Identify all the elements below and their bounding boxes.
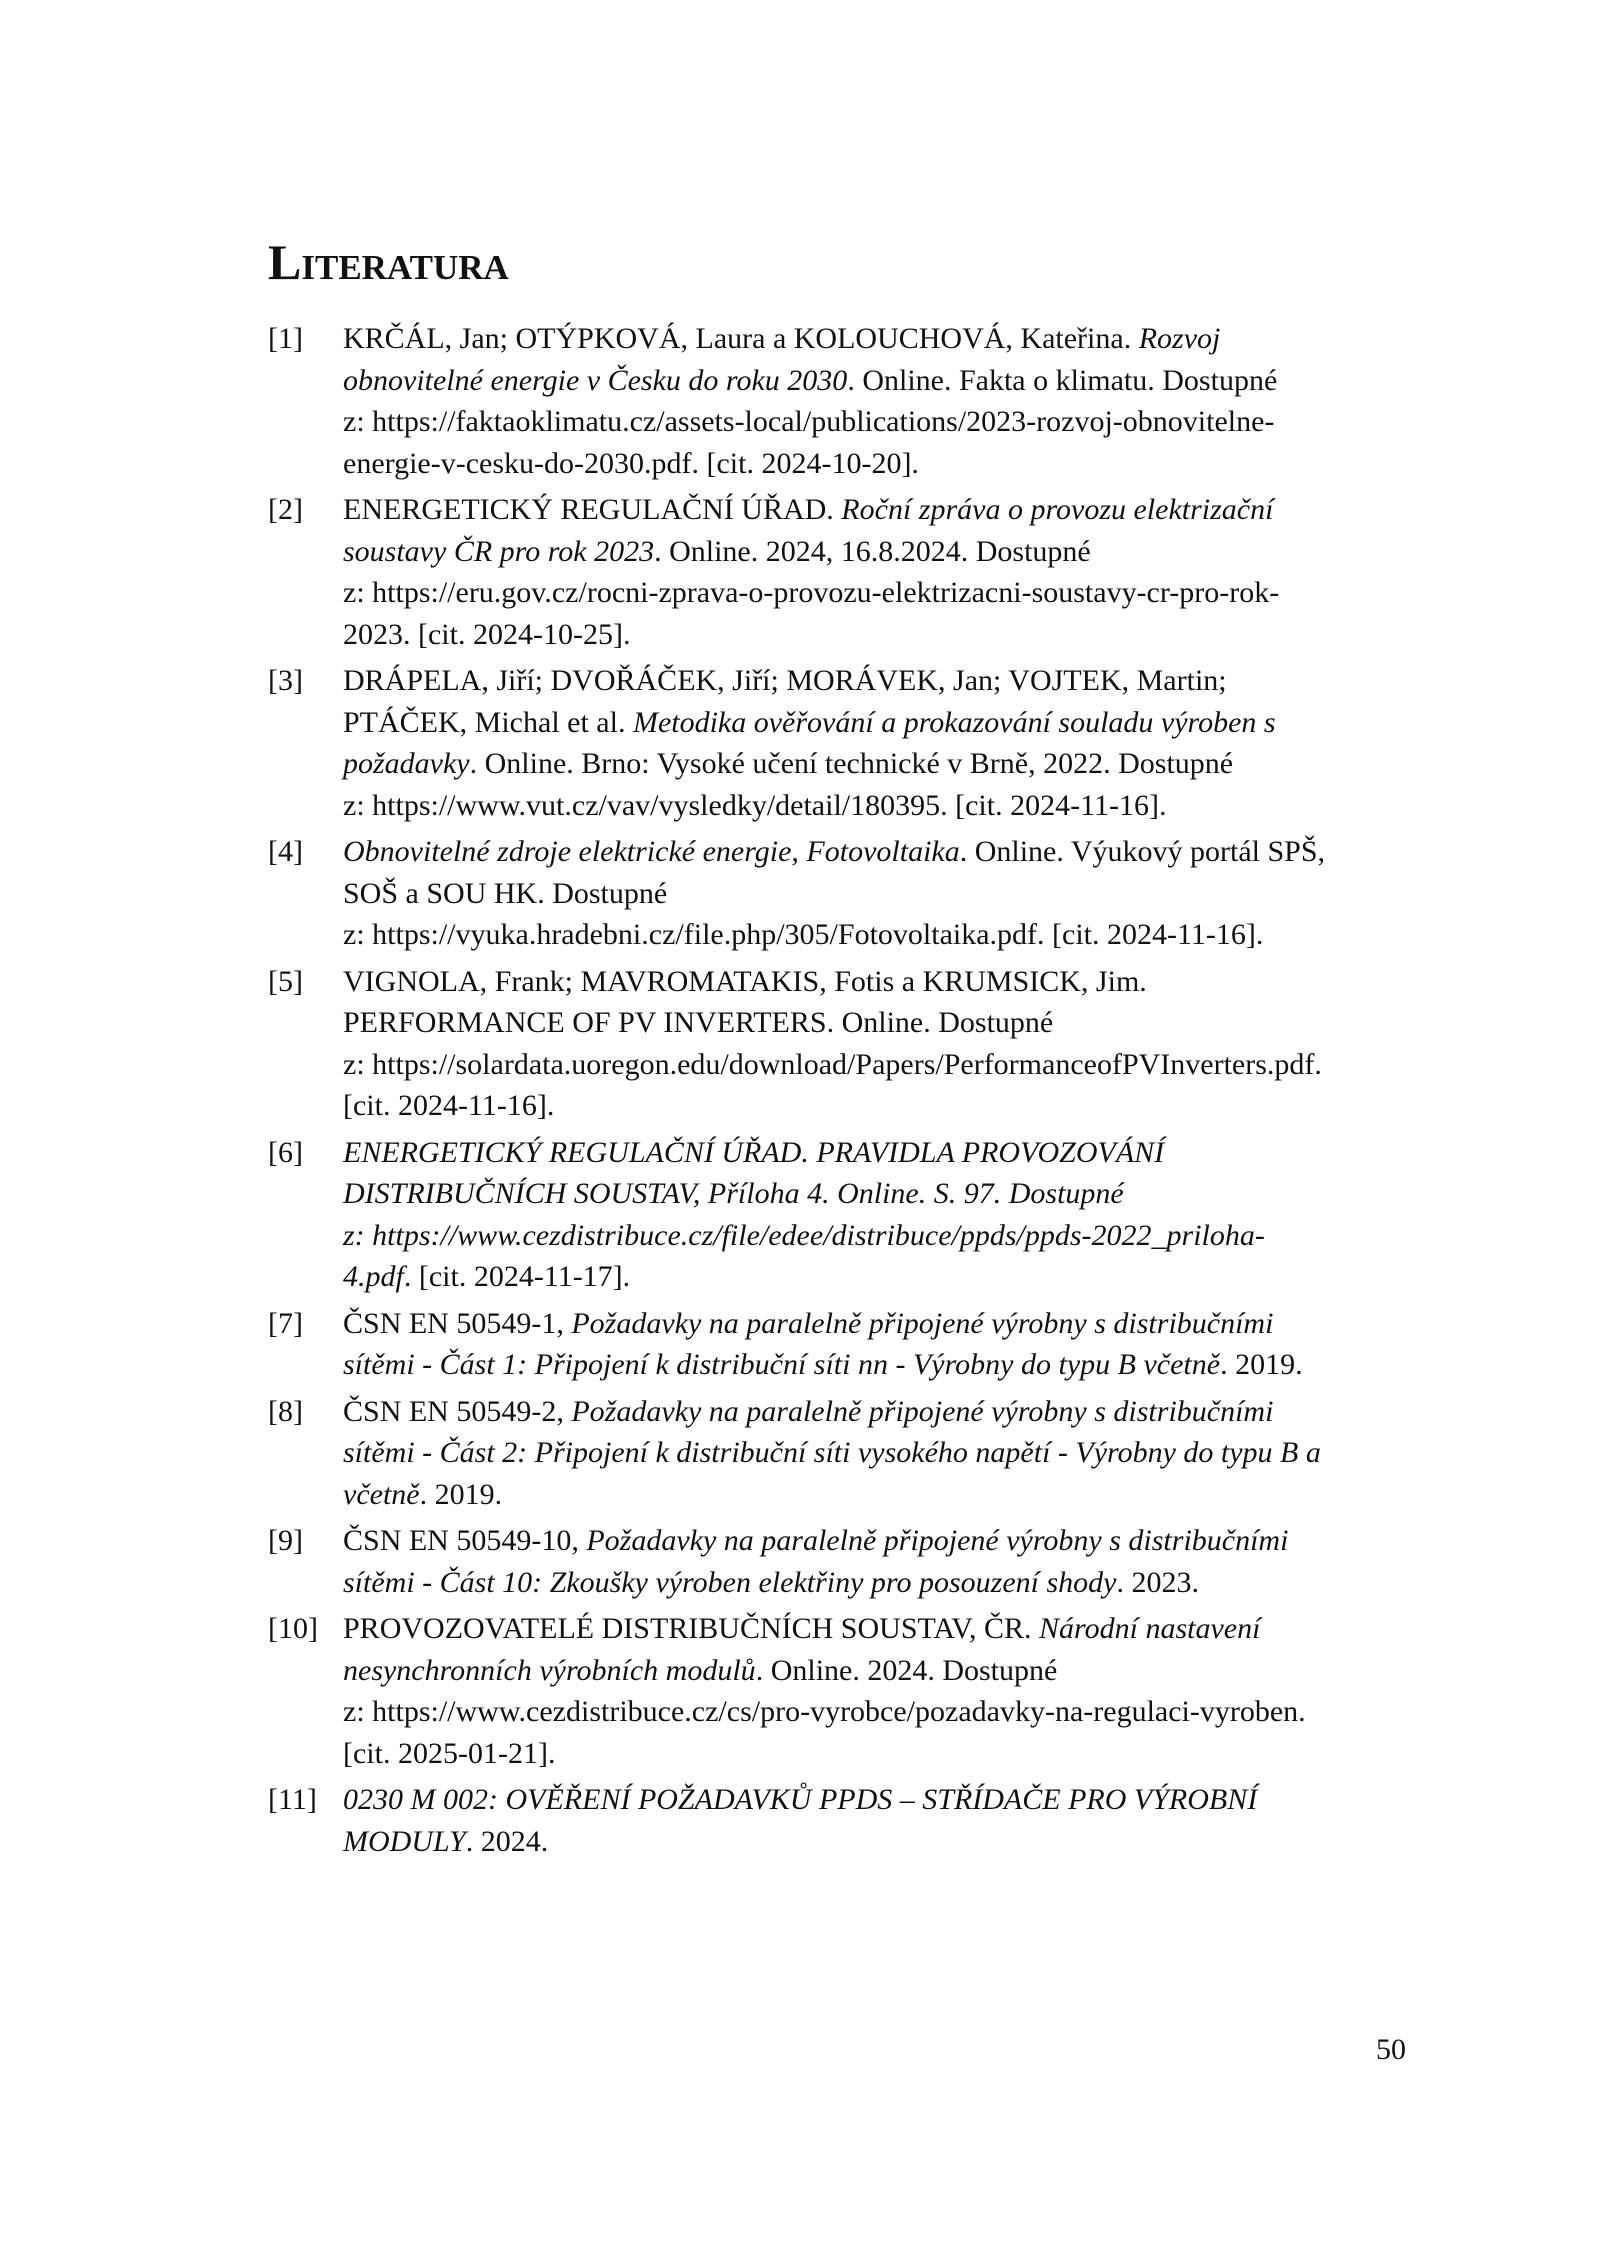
- reference-number: [10]: [268, 1612, 318, 1645]
- reference-entry: [268, 318, 1418, 484]
- reference-segment: ČSN EN 50549-2,: [343, 1394, 572, 1428]
- reference-title-italic: Rozvoj: [1138, 322, 1221, 355]
- reference-line: [343, 360, 1418, 402]
- reference-title-italic: 4.pdf: [343, 1260, 404, 1293]
- reference-line: [343, 1779, 1418, 1821]
- reference-segment: z: https://www.cezdistribuce.cz/cs/pro-vyrobce/pozadavky-na-regulaci-vyroben.: [343, 1695, 1306, 1728]
- reference-title-italic: ENERGETICKÝ REGULAČNÍ ÚŘAD. PRAVIDLA PROVOZOVÁNÍ: [343, 1135, 1165, 1169]
- reference-line: [343, 401, 1418, 443]
- reference-line: [343, 1650, 1418, 1692]
- reference-title-italic: Metodika ověřování a prokazování souladu výroben s: [632, 705, 1276, 739]
- page-title: Literatura: [268, 234, 509, 290]
- reference-title-italic: 0230 M 002: OVĚŘENÍ POŽADAVKŮ PPDS – STŘÍDAČE PRO VÝROBNÍ: [343, 1783, 1258, 1816]
- reference-segment: ČSN EN 50549-1,: [343, 1306, 572, 1340]
- reference-line: [343, 1520, 1418, 1562]
- reference-segment: PTÁČEK, Michal et al.: [343, 705, 633, 739]
- reference-line: [343, 489, 1418, 531]
- reference-line: [343, 961, 1418, 1003]
- reference-line: [343, 1303, 1418, 1345]
- reference-title-italic: Požadavky na paralelně připojené výrobny s distribučními: [571, 1394, 1274, 1428]
- reference-segment: DRÁPELA, Jiří; DVOŘÁČEK, Jiří; MORÁVEK, Jan; VOJTEK, Martin;: [343, 664, 1227, 697]
- reference-entry: [268, 1391, 1418, 1516]
- reference-line: [343, 743, 1418, 785]
- reference-number: [5]: [268, 964, 303, 998]
- reference-entry: [268, 660, 1418, 826]
- reference-text: [343, 831, 1418, 956]
- reference-text: [343, 318, 1418, 484]
- reference-text: [343, 1520, 1418, 1603]
- reference-line: [343, 443, 1418, 485]
- reference-number: [9]: [268, 1524, 303, 1557]
- reference-title-italic: Roční zpráva o provozu elektrizační: [841, 493, 1274, 526]
- reference-text: [343, 1608, 1418, 1774]
- reference-number: [8]: [268, 1394, 303, 1428]
- reference-title-italic: z: https://www.cezdistribuce.cz/file/edee/distribuce/ppds/ppds-2022_priloha-: [343, 1218, 1265, 1252]
- reference-entry: [268, 1608, 1418, 1774]
- reference-segment: ENERGETICKÝ REGULAČNÍ ÚŘAD.: [343, 493, 842, 526]
- reference-line: [343, 660, 1418, 702]
- reference-list: [268, 318, 1418, 1867]
- reference-title-italic: Obnovitelné zdroje elektrické energie, Fotovoltaika: [343, 835, 960, 868]
- reference-line: [343, 1002, 1418, 1044]
- reference-line: [343, 1608, 1418, 1650]
- reference-segment: [cit. 2025-01-21].: [343, 1736, 556, 1770]
- reference-title-italic: včetně: [343, 1477, 420, 1511]
- reference-segment: PERFORMANCE OF PV INVERTERS. Online. Dostupné: [343, 1006, 1054, 1039]
- reference-line: [343, 873, 1418, 915]
- reference-line: [343, 1044, 1418, 1086]
- reference-line: [343, 572, 1418, 614]
- reference-line: [343, 1256, 1418, 1298]
- reference-number: [6]: [268, 1135, 303, 1169]
- reference-title-italic: požadavky: [343, 747, 470, 780]
- reference-line: [343, 1085, 1418, 1127]
- reference-title-italic: MODULY: [343, 1824, 466, 1858]
- reference-text: [343, 1391, 1418, 1516]
- reference-line: [343, 531, 1418, 573]
- reference-line: [343, 614, 1418, 656]
- reference-line: [343, 1562, 1418, 1604]
- reference-text: [343, 1303, 1418, 1386]
- reference-line: [343, 318, 1418, 360]
- reference-number: [2]: [268, 493, 303, 526]
- reference-segment: z: https://vyuka.hradebni.cz/file.php/305/Fotovoltaika.pdf. [cit. 2024-11-16].: [343, 918, 1264, 951]
- reference-entry: [268, 489, 1418, 655]
- reference-entry: [268, 1779, 1418, 1862]
- reference-number: [1]: [268, 322, 303, 355]
- reference-segment: SOŠ a SOU HK. Dostupné: [343, 876, 668, 910]
- reference-line: [343, 1173, 1418, 1215]
- reference-text: [343, 1779, 1418, 1862]
- reference-line: [343, 1432, 1418, 1474]
- reference-entry: [268, 1132, 1418, 1298]
- reference-number: [7]: [268, 1306, 303, 1340]
- reference-title-italic: Požadavky na paralelně připojené výrobny s distribučními: [586, 1524, 1289, 1557]
- reference-number: [11]: [268, 1783, 317, 1816]
- reference-title-italic: Národní nastavení: [1039, 1612, 1261, 1645]
- reference-title-italic: obnovitelné energie v Česku do roku 2030: [343, 363, 848, 397]
- reference-entry: [268, 1520, 1418, 1603]
- reference-title-italic: soustavy ČR pro rok 2023: [343, 534, 655, 568]
- reference-line: [343, 1344, 1418, 1386]
- reference-segment: . 2024.: [465, 1824, 549, 1858]
- reference-line: [343, 1821, 1418, 1863]
- reference-title-italic: nesynchronních výrobních modulů: [343, 1653, 756, 1687]
- reference-segment: KRČÁL, Jan; OTÝPKOVÁ, Laura a KOLOUCHOVÁ, Kateřina.: [343, 322, 1139, 355]
- reference-title-italic: sítěmi - Část 10: Zkoušky výroben elektřiny pro posouzení shody: [343, 1565, 1117, 1599]
- reference-segment: ČSN EN 50549-10,: [343, 1524, 587, 1557]
- reference-segment: . [cit. 2024-11-17].: [403, 1260, 631, 1293]
- reference-segment: z: https://solardata.uoregon.edu/download/Papers/PerformanceofPVInverters.pdf.: [343, 1047, 1322, 1081]
- reference-title-italic: sítěmi - Část 1: Připojení k distribuční síti nn - Výrobny do typu B včetně: [343, 1348, 1221, 1381]
- reference-segment: . Online. 2024, 16.8.2024. Dostupné: [654, 534, 1091, 568]
- reference-line: [343, 1391, 1418, 1433]
- reference-text: [343, 961, 1418, 1127]
- reference-segment: . 2023.: [1116, 1565, 1199, 1599]
- reference-segment: 2023. [cit. 2024-10-25].: [343, 617, 631, 651]
- reference-number: [3]: [268, 664, 303, 697]
- reference-segment: z: https://eru.gov.cz/rocni-zprava-o-provozu-elektrizacni-soustavy-cr-pro-rok-: [343, 576, 1280, 609]
- reference-segment: [cit. 2024-11-16].: [343, 1089, 555, 1122]
- reference-segment: . Online. Výukový portál SPŠ,: [959, 835, 1326, 868]
- reference-segment: PROVOZOVATELÉ DISTRIBUČNÍCH SOUSTAV, ČR.: [343, 1612, 1040, 1645]
- reference-line: [343, 1691, 1418, 1733]
- page-number: 50: [1376, 2033, 1406, 2066]
- reference-segment: z: https://www.vut.cz/vav/vysledky/detail/180395. [cit. 2024-11-16].: [343, 788, 1167, 822]
- reference-line: [343, 1474, 1418, 1516]
- reference-segment: . 2019.: [1220, 1348, 1303, 1381]
- reference-line: [343, 1215, 1418, 1257]
- reference-entry: [268, 831, 1418, 956]
- reference-text: [343, 1132, 1418, 1298]
- reference-title-italic: DISTRIBUČNÍCH SOUSTAV, Příloha 4. Online. S. 97. Dostupné: [343, 1177, 1124, 1210]
- reference-line: [343, 1132, 1418, 1174]
- reference-segment: . Online. Fakta o klimatu. Dostupné: [847, 363, 1278, 397]
- reference-line: [343, 1733, 1418, 1775]
- reference-entry: [268, 1303, 1418, 1386]
- reference-number: [4]: [268, 835, 303, 868]
- reference-text: [343, 489, 1418, 655]
- reference-line: [343, 702, 1418, 744]
- reference-line: [343, 785, 1418, 827]
- reference-segment: z: https://faktaoklimatu.cz/assets-local/publications/2023-rozvoj-obnovitelne-: [343, 405, 1275, 438]
- reference-segment: . Online. 2024. Dostupné: [755, 1653, 1058, 1687]
- reference-text: [343, 660, 1418, 826]
- reference-segment: VIGNOLA, Frank; MAVROMATAKIS, Fotis a KRUMSICK, Jim.: [343, 964, 1147, 998]
- reference-segment: . Online. Brno: Vysoké učení technické v Brně, 2022. Dostupné: [469, 747, 1234, 780]
- reference-entry: [268, 961, 1418, 1127]
- reference-title-italic: sítěmi - Část 2: Připojení k distribuční síti vysokého napětí - Výrobny do typu B a: [343, 1436, 1321, 1469]
- reference-title-italic: Požadavky na paralelně připojené výrobny s distribučními: [571, 1306, 1274, 1340]
- reference-segment: energie-v-cesku-do-2030.pdf. [cit. 2024-10-20].: [343, 446, 919, 480]
- reference-line: [343, 914, 1418, 956]
- reference-segment: . 2019.: [419, 1477, 503, 1511]
- reference-line: [343, 831, 1418, 873]
